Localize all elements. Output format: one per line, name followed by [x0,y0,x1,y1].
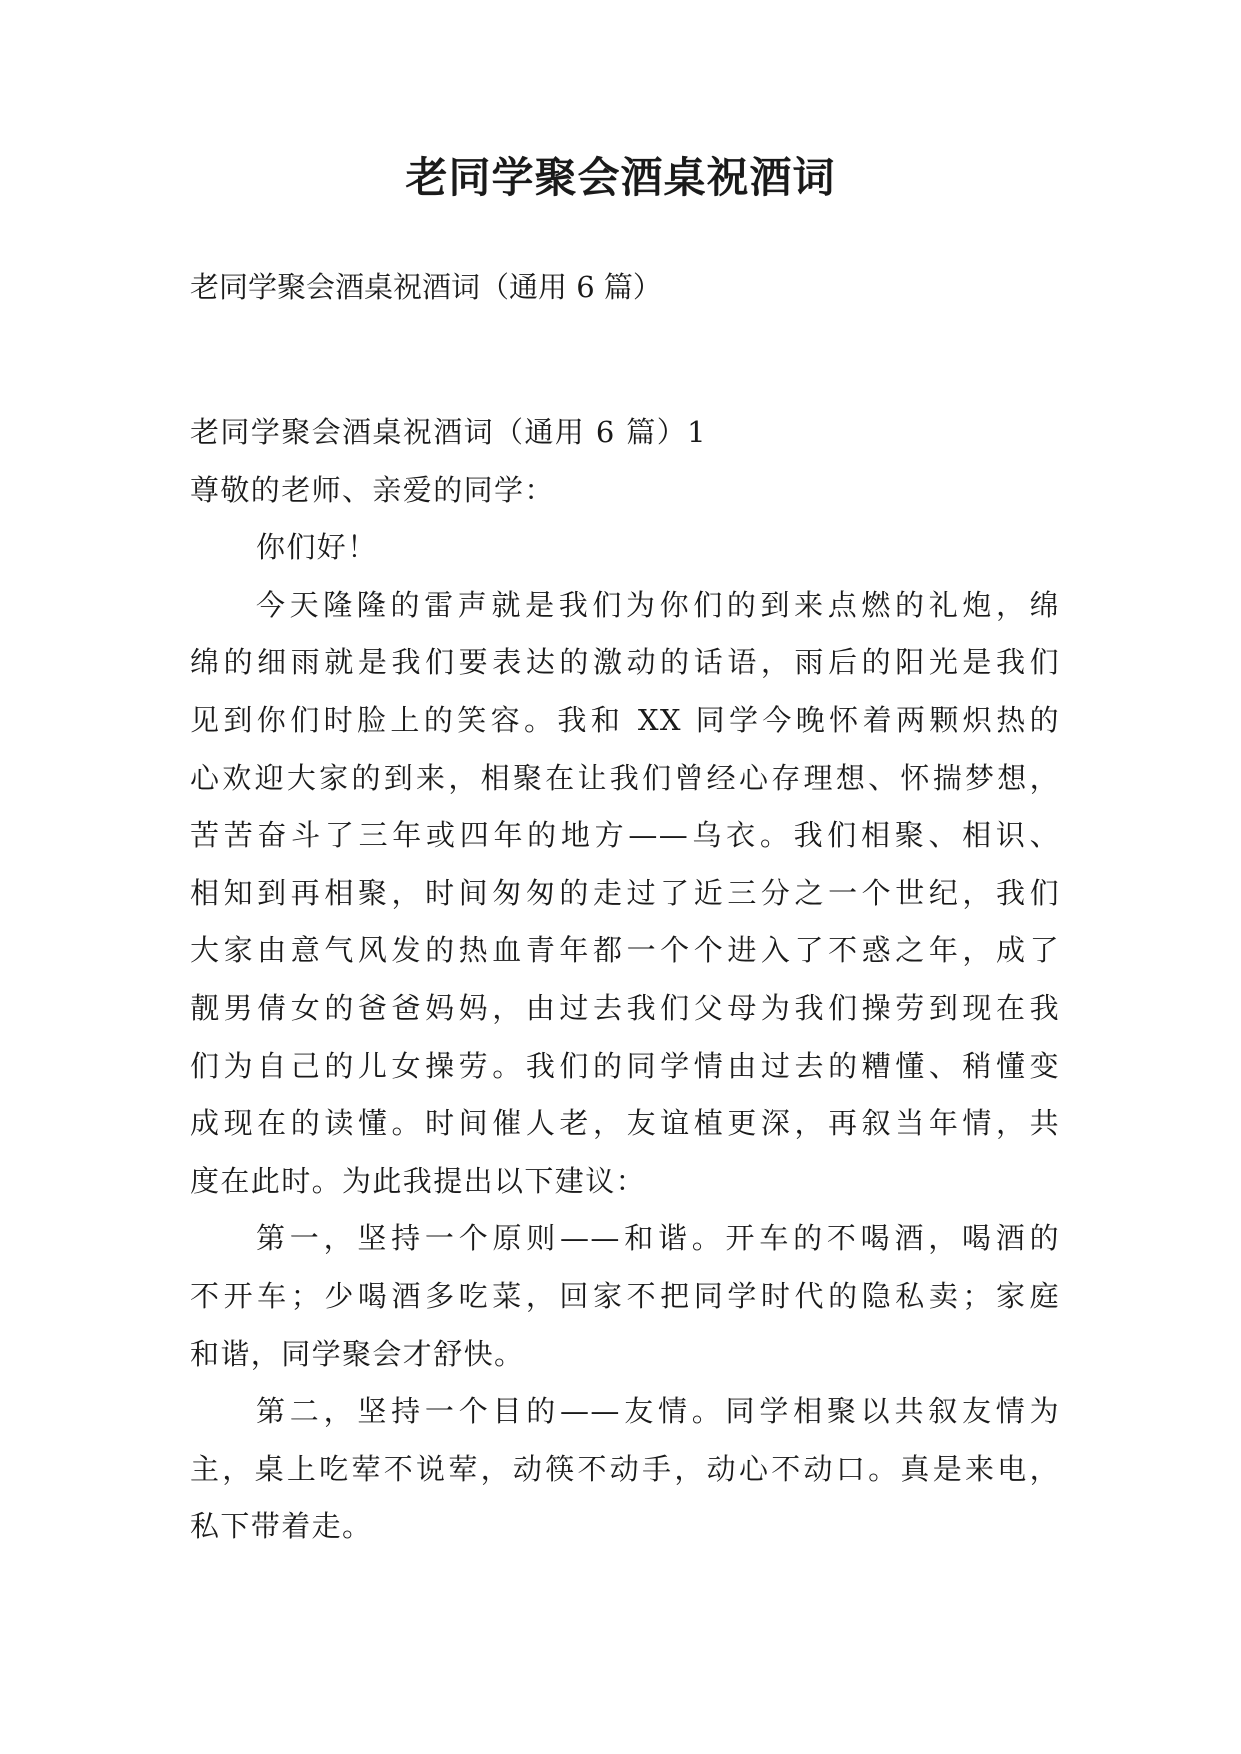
text-line: 和谐，同学聚会才舒快。 [190,1336,525,1371]
text-line: 苦苦奋斗了三年或四年的地方——乌衣。我们相聚、相识、 [190,818,1060,853]
text-line: 尊敬的老师、亲爱的同学： [190,472,555,507]
text-line: 第一，坚持一个原则——和谐。开车的不喝酒，喝酒的 [256,1221,1060,1256]
text-line: 心欢迎大家的到来，相聚在让我们曾经心存理想、怀揣梦想， [190,760,1060,795]
text-line: 见到你们时脸上的笑容。我和 XX 同学今晚怀着两颗炽热的 [190,702,1060,737]
text-line: 老同学聚会酒桌祝酒词（通用 6 篇）1 [190,415,707,449]
text-line: 不开车；少喝酒多吃菜，回家不把同学时代的隐私卖；家庭 [190,1278,1060,1313]
text-line: 相知到再相聚，时间匆匆的走过了近三分之一个世纪，我们 [190,875,1060,910]
text-line: 私下带着走。 [190,1509,373,1544]
text-line: 今天隆隆的雷声就是我们为你们的到来点燃的礼炮，绵 [256,587,1060,622]
document-title: 老同学聚会酒桌祝酒词 [405,153,836,202]
text-line: 靓男倩女的爸爸妈妈，由过去我们父母为我们操劳到现在我 [190,990,1060,1025]
text-line: 大家由意气风发的热血青年都一个个进入了不惑之年，成了 [190,933,1060,968]
text-line: 度在此时。为此我提出以下建议： [190,1163,647,1198]
text-line: 主，桌上吃荤不说荤，动筷不动手，动心不动口。真是来电， [190,1451,1060,1486]
text-line: 成现在的读懂。时间催人老，友谊植更深，再叙当年情，共 [190,1106,1060,1141]
text-line: 第二，坚持一个目的——友情。同学相聚以共叙友情为 [256,1394,1060,1429]
text-line: 们为自己的儿女操劳。我们的同学情由过去的糟懂、稍懂变 [190,1048,1060,1083]
text-line: 绵的细雨就是我们要表达的激动的话语，雨后的阳光是我们 [190,645,1060,680]
document-body [190,404,1060,1556]
document-subtitle: 老同学聚会酒桌祝酒词（通用 6 篇） [190,270,662,304]
text-line: 你们好！ [256,530,378,565]
